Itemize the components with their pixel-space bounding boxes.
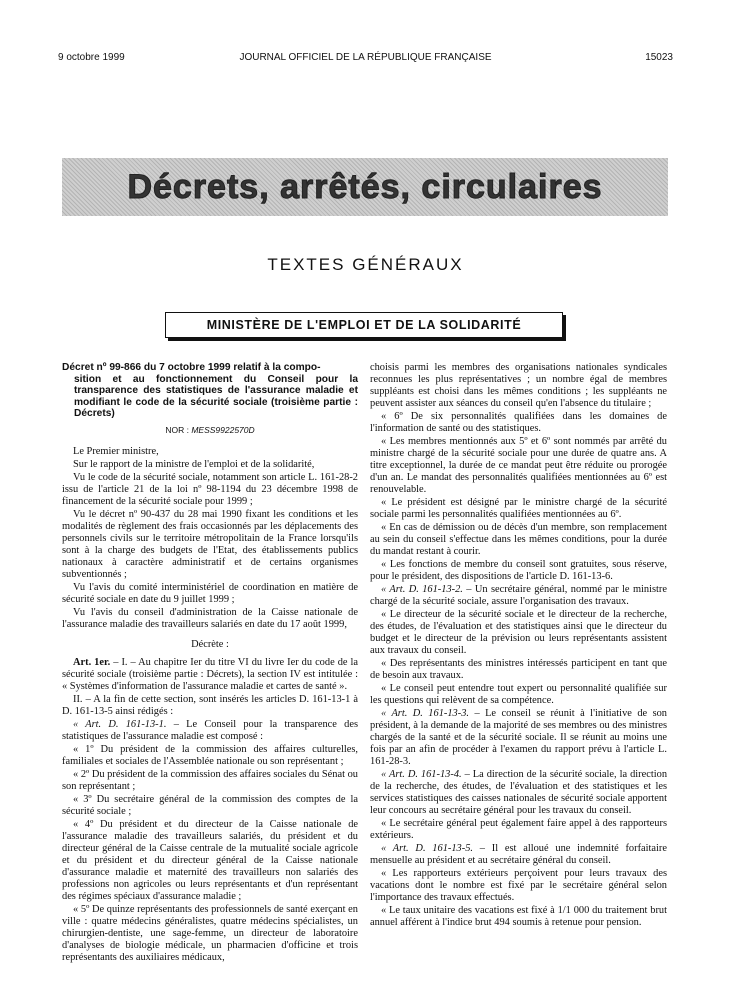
decree-title-rest: sition et au fonctionnement du Conseil pour la transparence des statistiques de l'assurance maladie et modifiant le code de la sécurité sociale (troisième partie : Décrets) (74, 373, 358, 419)
paragraph: « Le conseil peut entendre tout expert ou personnalité qualifiée sur les questions qui relèvent de sa compétence. (370, 683, 667, 706)
paragraph: « 3º Du secrétaire général de la commission des comptes de la sécurité sociale ; (62, 793, 358, 817)
paragraph: « Le taux unitaire des vacations est fixé à 1/1 000 du traitement brut annuel afférent à l'indice brut 494 soumis à retenue pour pension. (370, 905, 667, 928)
paragraph: « 2º Du président de la commission des affaires sociales du Sénat ou son représentant ; (62, 768, 358, 792)
article-paragraph (370, 769, 667, 817)
nor-label: NOR : (165, 424, 189, 435)
article-text: – Le Conseil pour la transparence des statistiques de l'assurance maladie est composé : (62, 718, 359, 742)
paragraph: « 4º Du président et du directeur de la Caisse nationale de l'assurance maladie des travailleurs salariés, du président et du directeur général de la Caisse centrale de la mutualité sociale agricole et du président et du directeur général de la Caisse nationale d'assurance maladie et maternité des travailleurs non salariés des professions non agricoles ou leurs représentants et d'un représentant des régimes spéciaux d'assurance maladie ; (62, 818, 358, 902)
section-banner (62, 158, 668, 216)
paragraph: « Des représentants des ministres intéressés participent en tant que de besoin aux travaux. (370, 658, 667, 681)
decree-title (62, 362, 358, 420)
paragraph: « 1º Du président de la commission des affaires culturelles, familiales et sociales de l'Assemblée nationale ou son représentant ; (62, 743, 358, 767)
decrete-heading: Décrète : (191, 638, 229, 650)
paragraph: « Le président est désigné par le ministre chargé de la sécurité sociale parmi les personnalités qualifiées mentionnées au 6º. (370, 497, 667, 520)
article-label: « Art. D. 161-13-3. (381, 708, 469, 719)
article-text: – I. – Au chapitre Ier du titre VI du livre Ier du code de la sécurité sociale (troisième partie : Décrets), la section IV est intitulée : « Systèmes d'information de l'assurance maladie et cartes de santé ». (62, 656, 358, 692)
banner-title: Décrets, arrêtés, circulaires (127, 167, 603, 206)
nor-reference (62, 424, 358, 436)
page-header (58, 52, 673, 68)
paragraph: Le Premier ministre, (73, 445, 159, 457)
left-column (62, 362, 358, 965)
paragraph: « Les fonctions de membre du conseil sont gratuites, sous réserve, pour le président, des dispositions de l'article D. 161-13-6. (370, 559, 667, 582)
article-label: « Art. D. 161-13-2. (381, 584, 463, 595)
article-paragraph (62, 719, 358, 743)
header-date: 9 octobre 1999 (58, 52, 125, 63)
article-paragraph (370, 843, 667, 867)
paragraph: Vu le décret nº 90-437 du 28 mai 1990 fixant les conditions et les modalités de règlement des frais occasionnés par les déplacements des personnels civils sur le territoire métropolitain de la France lorsqu'ils sont à la charge des budgets de l'Etat, des établissements publics nationaux à caractère administratif et de certains organismes subventionnés ; (62, 508, 358, 580)
ministry-title: MINISTÈRE DE L'EMPLOI ET DE LA SOLIDARITÉ (206, 318, 522, 332)
article-paragraph (62, 657, 358, 693)
paragraph: choisis parmi les membres des organisations nationales syndicales reconnues les plus représentatives ; un nombre égal de membres suppléants est choisi dans les mêmes conditions ; les suppléants ne peuvent assister aux séances du conseil qu'en l'absence du titulaire ; (370, 362, 667, 409)
right-column (370, 362, 667, 930)
paragraph: « Les rapporteurs extérieurs perçoivent pour leurs travaux des vacations dont le nombre est fixé par le secrétaire général selon l'importance des travaux effectués. (370, 868, 667, 903)
paragraph: « 6º De six personnalités qualifiées dans les domaines de l'information de santé ou des statistiques. (370, 411, 667, 434)
paragraph: II. – A la fin de cette section, sont insérés les articles D. 161-13-1 à D. 161-13-5 ainsi rédigés : (62, 693, 358, 717)
article-text: – La direction de la sécurité sociale, la direction de la recherche, des études, de l'évaluation et des statistiques et les services statistiques des caisses nationales de sécurité sociale apportent leur concours au secrétaire général pour les travaux du conseil. (370, 769, 668, 816)
nor-value: MESS9922570D (191, 424, 255, 435)
article-label: « Art. D. 161-13-1. (73, 718, 167, 730)
paragraph: « En cas de démission ou de décès d'un membre, son remplacement au sein du conseil s'effectue dans les mêmes conditions, pour la durée du mandat restant à courir. (370, 522, 667, 557)
header-page-number: 15023 (645, 52, 673, 63)
article-label: « Art. D. 161-13-5. (381, 843, 474, 854)
section-subheading: TEXTES GÉNÉRAUX (267, 255, 464, 274)
decree-title-first-line: Décret nº 99-866 du 7 octobre 1999 relatif à la compo- (62, 362, 321, 373)
paragraph: Sur le rapport de la ministre de l'emploi et de la solidarité, (73, 458, 315, 470)
header-journal-title: JOURNAL OFFICIEL DE LA RÉPUBLIQUE FRANÇAISE (239, 52, 492, 63)
paragraph: Vu le code de la sécurité sociale, notamment son article L. 161-28-2 issu de l'article 21 de la loi nº 98-1194 du 23 décembre 1998 de financement de la sécurité sociale pour 1999 ; (62, 471, 358, 507)
article-text: – Il est alloué une indemnité forfaitaire mensuelle au président et au secrétaire général du conseil. (370, 843, 668, 866)
article-text: – Le conseil se réunit à l'initiative de son président, à la demande de la majorité de ses membres ou des ministres chargés de la santé et de la sécurité sociale. Il se réunit au moins une fois par an afin de procéder à l'examen du rapport prévu à l'article L. 161-28-3. (370, 708, 667, 767)
article-text: – Un secrétaire général, nommé par le ministre chargé de la sécurité sociale, assure l'organisation des travaux. (370, 584, 668, 607)
article-paragraph (370, 708, 667, 768)
article-paragraph (370, 584, 667, 608)
paragraph: « Les membres mentionnés aux 5º et 6º sont nommés par arrêté du ministre chargé de la sécurité sociale pour une durée de quatre ans. A titre exceptionnel, la durée de ce mandat peut être réduite ou prorogée d'un an. Le mandat des personnalités qualifiées mentionnées au 6º est renouvelable. (370, 436, 667, 495)
paragraph: « Le secrétaire général peut également faire appel à des rapporteurs extérieurs. (370, 818, 667, 841)
paragraph: Vu l'avis du conseil d'administration de la Caisse nationale de l'assurance maladie des travailleurs salariés en date du 17 août 1999, (62, 606, 358, 630)
ministry-box (165, 312, 563, 338)
article-label: Art. 1er. (73, 656, 111, 668)
paragraph: « Le directeur de la sécurité sociale et le directeur de la recherche, des études, de l'évaluation et des statistiques ainsi que le directeur du budget et le directeur de la prévision ou leurs représentants assistent aux travaux du conseil. (370, 609, 667, 656)
article-label: « Art. D. 161-13-4. (381, 769, 462, 780)
paragraph: Vu l'avis du comité interministériel de coordination en matière de sécurité sociale en date du 9 juillet 1999 ; (62, 581, 358, 605)
paragraph: « 5º De quinze représentants des professionnels de santé exerçant en ville : quatre médecins généralistes, quatre médecins spécialistes, un chirurgien-dentiste, une sage-femme, un directeur de laboratoire d'analyses de biologie médicale, un pharmacien d'officine et trois représentants des auxiliaires médicaux, (62, 903, 358, 963)
